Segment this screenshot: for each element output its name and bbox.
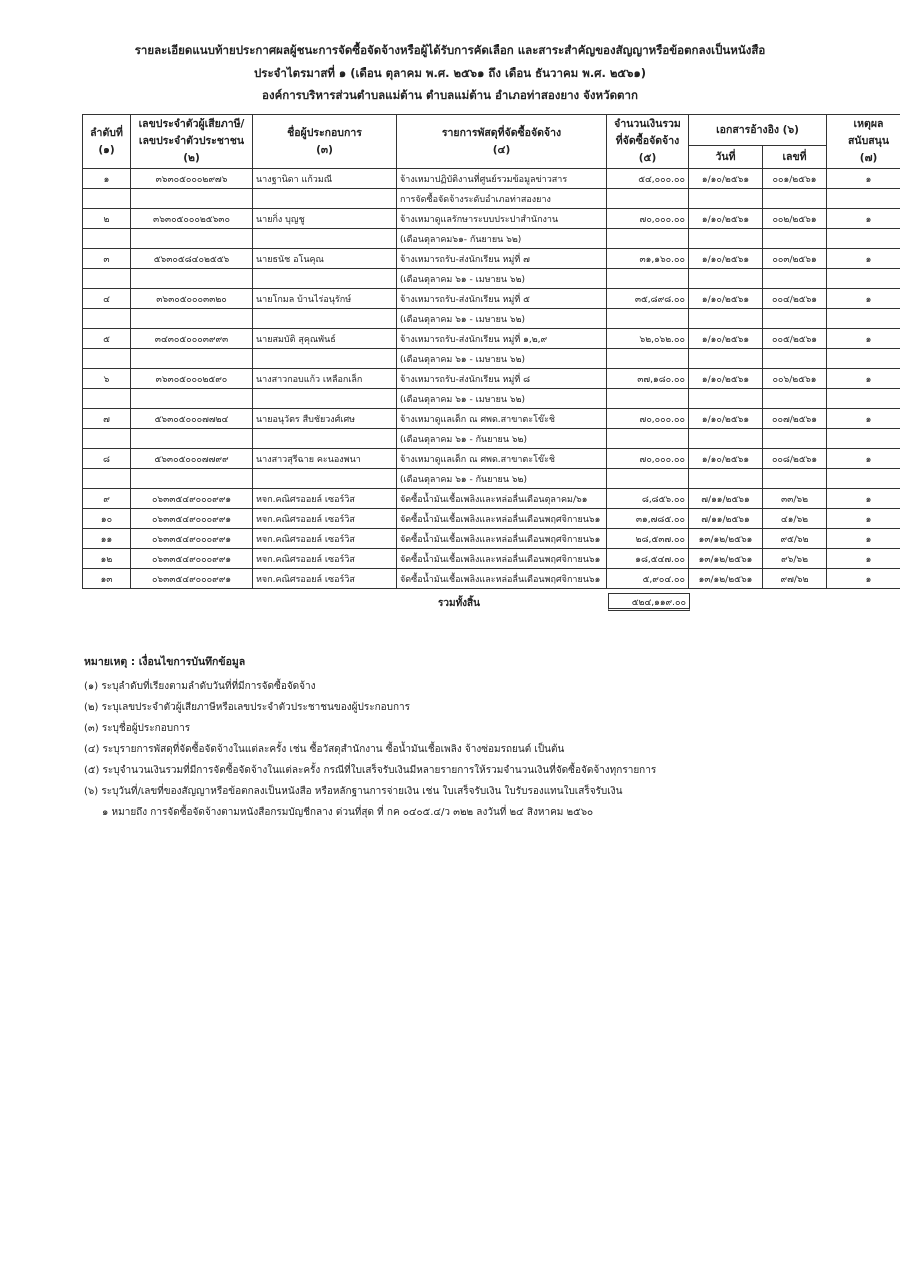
cell-doc-no: ๐๐๓/๒๕๖๑: [763, 249, 827, 269]
cell-item: (เดือนตุลาคม ๖๑ - เมษายน ๖๒): [397, 389, 607, 409]
cell-taxid: ๕๖๓๐๕๐๐๐๗๗๒๔: [131, 409, 253, 429]
cell-reason: [827, 229, 900, 249]
cell-amount: [607, 349, 689, 369]
cell-seq: ๑๐: [83, 509, 131, 529]
cell-amount: ๘,๘๕๖.๐๐: [607, 489, 689, 509]
cell-taxid: ๕๖๓๐๕๐๐๐๗๗๙๙: [131, 449, 253, 469]
cell-amount: [607, 469, 689, 489]
table-row: [83, 189, 900, 209]
table-row: [83, 429, 900, 449]
cell-seq: ๒: [83, 209, 131, 229]
cell-vendor: หจก.คณิศรออยล์ เซอร์วิส: [253, 509, 397, 529]
cell-seq: ๙: [83, 489, 131, 509]
cell-taxid: [131, 349, 253, 369]
table-row: [83, 449, 900, 469]
cell-taxid: ๓๖๓๐๕๐๐๐๓๓๒๐: [131, 289, 253, 309]
cell-item: จ้างเหมาดูแลเด็ก ณ ศพด.สาขาตะโข๊ะชิ: [397, 409, 607, 429]
cell-reason: ๑: [827, 529, 900, 549]
cell-item: จ้างเหมารถรับ-ส่งนักเรียน หมู่ที่ ๕: [397, 289, 607, 309]
table-row: [83, 169, 900, 189]
cell-amount: ๕,๙๐๔.๐๐: [607, 569, 689, 589]
cell-item: จัดซื้อน้ำมันเชื้อเพลิงและหล่อลื่นเดือนตุลาคม/๖๑: [397, 489, 607, 509]
cell-seq: ๔: [83, 289, 131, 309]
cell-seq: ๑๑: [83, 529, 131, 549]
cell-doc-no: ๐๐๕/๒๕๖๑: [763, 329, 827, 349]
header-item: รายการพัสดุที่จัดซื้อจัดจ้าง (๔): [397, 115, 607, 169]
cell-doc-date: ๑๓/๑๒/๒๕๖๑: [689, 569, 763, 589]
cell-taxid: [131, 229, 253, 249]
note-item: (๔) ระบุรายการพัสดุที่จัดซื้อจัดจ้างในแต่ละครั้ง เช่น ซื้อวัสดุสำนักงาน ซื้อน้ำมันเชื้อเพลิง จ้างซ่อมรถยนต์ เป็นต้น: [84, 744, 565, 755]
cell-item: จ้างเหมารถรับ-ส่งนักเรียน หมู่ที่ ๑,๒,๙: [397, 329, 607, 349]
cell-item: (เดือนตุลาคม ๖๑ - เมษายน ๖๒): [397, 269, 607, 289]
cell-doc-date: [689, 269, 763, 289]
cell-doc-no: [763, 269, 827, 289]
cell-amount: [607, 229, 689, 249]
document-period: ประจำไตรมาสที่ ๑ (เดือน ตุลาคม พ.ศ. ๒๕๖๑ ถึง เดือน ธันวาคม พ.ศ. ๒๕๖๑): [254, 66, 646, 80]
cell-seq: [83, 189, 131, 209]
notes-heading: หมายเหตุ : เงื่อนไขการบันทึกข้อมูล: [84, 656, 246, 668]
cell-doc-date: [689, 349, 763, 369]
cell-seq: ๓: [83, 249, 131, 269]
document-organization: องค์การบริหารส่วนตำบลแม่ต้าน ตำบลแม่ต้าน อำเภอท่าสองยาง จังหวัดตาก: [262, 88, 638, 102]
cell-item: (เดือนตุลาคม ๖๑ - เมษายน ๖๒): [397, 309, 607, 329]
table-row: [83, 289, 900, 309]
cell-reason: ๑: [827, 289, 900, 309]
cell-vendor: หจก.คณิศรออยล์ เซอร์วิส: [253, 529, 397, 549]
table-row: [83, 329, 900, 349]
cell-amount: ๗๐,๐๐๐.๐๐: [607, 209, 689, 229]
cell-item: การจัดซื้อจัดจ้างระดับอำเภอท่าสองยาง: [397, 189, 607, 209]
cell-reason: ๑: [827, 509, 900, 529]
table-row: [83, 489, 900, 509]
cell-amount: ๒๘,๕๓๗.๐๐: [607, 529, 689, 549]
cell-reason: [827, 349, 900, 369]
cell-taxid: [131, 189, 253, 209]
cell-vendor: นางสาวกอบแก้ว เหลือกเล็ก: [253, 369, 397, 389]
header-amount: จำนวนเงินรวม ที่จัดซื้อจัดจ้าง (๕): [607, 115, 689, 169]
cell-reason: ๑: [827, 569, 900, 589]
cell-reason: [827, 429, 900, 449]
cell-seq: ๕: [83, 329, 131, 349]
cell-vendor: [253, 469, 397, 489]
cell-vendor: นายกิ่ง บุญชู: [253, 209, 397, 229]
header-doc-date: วันที่: [689, 146, 763, 169]
cell-seq: ๑๓: [83, 569, 131, 589]
cell-vendor: [253, 429, 397, 449]
cell-doc-date: ๑/๑๐/๒๕๖๑: [689, 449, 763, 469]
cell-item: จ้างเหมาดูแลรักษาระบบประปาสำนักงาน: [397, 209, 607, 229]
cell-vendor: หจก.คณิศรออยล์ เซอร์วิส: [253, 549, 397, 569]
cell-doc-date: [689, 309, 763, 329]
cell-item: จ้างเหมารถรับ-ส่งนักเรียน หมู่ที่ ๘: [397, 369, 607, 389]
cell-amount: ๑๘,๕๔๗.๐๐: [607, 549, 689, 569]
cell-reason: [827, 469, 900, 489]
cell-vendor: [253, 229, 397, 249]
procurement-table: [82, 114, 900, 589]
table-row: [83, 369, 900, 389]
cell-reason: [827, 309, 900, 329]
cell-doc-date: [689, 389, 763, 409]
cell-doc-date: ๑/๑๐/๒๕๖๑: [689, 369, 763, 389]
cell-taxid: ๐๖๓๓๕๔๙๐๐๐๙๙๑: [131, 569, 253, 589]
cell-doc-date: ๑/๑๐/๒๕๖๑: [689, 289, 763, 309]
cell-amount: [607, 269, 689, 289]
cell-doc-no: [763, 429, 827, 449]
cell-reason: ๑: [827, 449, 900, 469]
cell-doc-no: ๙๕/๖๒: [763, 529, 827, 549]
cell-item: (เดือนตุลาคม ๖๑ - เมษายน ๖๒): [397, 349, 607, 369]
cell-amount: ๖๒,๐๖๒.๐๐: [607, 329, 689, 349]
cell-vendor: นายอนุวัตร สืบชัยวงศ์เศษ: [253, 409, 397, 429]
cell-taxid: [131, 429, 253, 449]
cell-item: (เดือนตุลาคม๖๑- กันยายน ๖๒): [397, 229, 607, 249]
cell-vendor: นายธนัช อโนคุณ: [253, 249, 397, 269]
cell-doc-date: ๗/๑๑/๒๕๖๑: [689, 509, 763, 529]
cell-amount: [607, 429, 689, 449]
cell-doc-no: [763, 469, 827, 489]
cell-vendor: [253, 389, 397, 409]
table-row: [83, 209, 900, 229]
total-label: รวมทั้งสิ้น: [438, 598, 480, 609]
cell-taxid: ๓๖๓๐๕๐๐๐๒๙๗๖: [131, 169, 253, 189]
cell-seq: [83, 269, 131, 289]
table-row: [83, 349, 900, 369]
cell-seq: ๑: [83, 169, 131, 189]
cell-reason: [827, 389, 900, 409]
cell-item: จัดซื้อน้ำมันเชื้อเพลิงและหล่อลื่นเดือนพฤศจิกายน๖๑: [397, 509, 607, 529]
cell-amount: ๕๔,๐๐๐.๐๐: [607, 169, 689, 189]
cell-amount: ๓๕,๘๙๘.๐๐: [607, 289, 689, 309]
header-reason: เหตุผล สนับสนุน (๗): [827, 115, 900, 169]
cell-reason: ๑: [827, 169, 900, 189]
cell-doc-no: ๐๐๑/๒๕๖๑: [763, 169, 827, 189]
note-item: (๒) ระบุเลขประจำตัวผู้เสียภาษีหรือเลขประจำตัวประชาชนของผู้ประกอบการ: [84, 702, 411, 713]
cell-doc-date: [689, 429, 763, 449]
note-item: (๓) ระบุชื่อผู้ประกอบการ: [84, 723, 191, 734]
cell-taxid: ๓๔๓๐๕๐๐๐๓๙๙๓: [131, 329, 253, 349]
cell-taxid: ๓๖๓๐๕๐๐๐๒๕๙๐: [131, 369, 253, 389]
cell-item: จัดซื้อน้ำมันเชื้อเพลิงและหล่อลื่นเดือนพฤศจิกายน๖๑: [397, 549, 607, 569]
cell-amount: [607, 389, 689, 409]
note-item: (๕) ระบุจำนวนเงินรวมที่มีการจัดซื้อจัดจ้างในแต่ละครั้ง กรณีที่ใบเสร็จรับเงินมีหลายรายการให้รวมจำนวนเงินที่จัดซื้อจัดจ้างทุกรายการ: [84, 765, 657, 776]
cell-seq: ๑๒: [83, 549, 131, 569]
table-row: [83, 229, 900, 249]
table-row: [83, 309, 900, 329]
cell-doc-no: ๐๐๖/๒๕๖๑: [763, 369, 827, 389]
cell-item: จัดซื้อน้ำมันเชื้อเพลิงและหล่อลื่นเดือนพฤศจิกายน๖๑: [397, 529, 607, 549]
note-item: (๖) ระบุวันที่/เลขที่ของสัญญาหรือข้อตกลงเป็นหนังสือ หรือหลักฐานการจ่ายเงิน เช่น ใบเสร็จรับเงิน ใบรับรองแทนใบเสร็จรับเงิน: [84, 786, 623, 797]
header-seq: ลำดับที่ (๑): [83, 115, 131, 169]
cell-taxid: [131, 309, 253, 329]
cell-reason: [827, 189, 900, 209]
cell-amount: ๓๑,๑๖๐.๐๐: [607, 249, 689, 269]
cell-taxid: ๐๖๓๓๕๔๙๐๐๐๙๙๑: [131, 549, 253, 569]
table-row: [83, 269, 900, 289]
table-row: [83, 249, 900, 269]
header-doc: เอกสารอ้างอิง (๖): [689, 115, 827, 146]
cell-amount: ๗๐,๐๐๐.๐๐: [607, 409, 689, 429]
header-vendor: ชื่อผู้ประกอบการ (๓): [253, 115, 397, 169]
cell-taxid: ๕๖๓๐๕๘๔๐๒๕๕๖: [131, 249, 253, 269]
cell-item: จ้างเหมาปฏิบัติงานที่ศูนย์รวมข้อมูลข่าวสาร: [397, 169, 607, 189]
cell-doc-date: ๑/๑๐/๒๕๖๑: [689, 209, 763, 229]
cell-vendor: นายสมบัติ สุคุณพันธ์: [253, 329, 397, 349]
cell-vendor: [253, 269, 397, 289]
cell-vendor: [253, 349, 397, 369]
cell-doc-date: ๑๓/๑๒/๒๕๖๑: [689, 549, 763, 569]
cell-vendor: นายโกมล บ้านไร่อนุรักษ์: [253, 289, 397, 309]
cell-amount: ๓๑,๗๘๕.๐๐: [607, 509, 689, 529]
table-row: [83, 469, 900, 489]
cell-vendor: หจก.คณิศรออยล์ เซอร์วิส: [253, 489, 397, 509]
cell-doc-no: ๙๖/๖๒: [763, 549, 827, 569]
cell-taxid: [131, 389, 253, 409]
cell-doc-date: ๑/๑๐/๒๕๖๑: [689, 329, 763, 349]
cell-reason: ๑: [827, 489, 900, 509]
cell-amount: [607, 189, 689, 209]
cell-taxid: ๓๖๓๐๕๐๐๐๒๕๖๓๐: [131, 209, 253, 229]
cell-doc-date: ๑/๑๐/๒๕๖๑: [689, 249, 763, 269]
note-sub: ๑ หมายถึง การจัดซื้อจัดจ้างตามหนังสือกรมบัญชีกลาง ด่วนที่สุด ที่ กค ๐๔๐๕.๔/ว ๓๒๒ ลงวันที่ ๒๔ สิงหาคม ๒๕๖๐: [102, 807, 594, 818]
cell-doc-date: [689, 469, 763, 489]
cell-doc-no: [763, 349, 827, 369]
cell-seq: [83, 229, 131, 249]
cell-amount: [607, 309, 689, 329]
cell-reason: ๑: [827, 329, 900, 349]
cell-item: (เดือนตุลาคม ๖๑ - กันยายน ๖๒): [397, 469, 607, 489]
cell-doc-no: ๐๐๔/๒๕๖๑: [763, 289, 827, 309]
cell-reason: ๑: [827, 409, 900, 429]
cell-doc-no: [763, 229, 827, 249]
cell-doc-no: ๔๑/๖๒: [763, 509, 827, 529]
cell-reason: ๑: [827, 549, 900, 569]
cell-doc-date: ๑/๑๐/๒๕๖๑: [689, 409, 763, 429]
header-doc-no: เลขที่: [763, 146, 827, 169]
cell-item: (เดือนตุลาคม ๖๑ - กันยายน ๖๒): [397, 429, 607, 449]
cell-taxid: [131, 469, 253, 489]
cell-seq: ๘: [83, 449, 131, 469]
cell-doc-no: ๙๗/๖๒: [763, 569, 827, 589]
cell-doc-date: ๗/๑๑/๒๕๖๑: [689, 489, 763, 509]
cell-doc-date: ๑๓/๑๒/๒๕๖๑: [689, 529, 763, 549]
cell-seq: ๖: [83, 369, 131, 389]
cell-seq: [83, 389, 131, 409]
cell-seq: [83, 469, 131, 489]
cell-reason: ๑: [827, 249, 900, 269]
cell-item: จ้างเหมาดูแลเด็ก ณ ศพด.สาขาตะโข๊ะชิ: [397, 449, 607, 469]
cell-doc-no: ๓๓/๖๒: [763, 489, 827, 509]
cell-reason: ๑: [827, 369, 900, 389]
cell-taxid: ๐๖๓๓๕๔๙๐๐๐๙๙๑: [131, 509, 253, 529]
cell-doc-date: ๑/๑๐/๒๕๖๑: [689, 169, 763, 189]
cell-doc-no: [763, 189, 827, 209]
table-row: [83, 409, 900, 429]
cell-reason: [827, 269, 900, 289]
notes-section: [84, 652, 884, 823]
document-title: รายละเอียดแนบท้ายประกาศผลผู้ชนะการจัดซื้อจัดจ้างหรือผู้ได้รับการคัดเลือก และสาระสำคัญของสัญญาหรือข้อตกลงเป็นหนังสือ: [134, 43, 766, 57]
cell-taxid: ๐๖๓๓๕๔๙๐๐๐๙๙๑: [131, 489, 253, 509]
cell-taxid: [131, 269, 253, 289]
cell-doc-no: ๐๐๒/๒๕๖๑: [763, 209, 827, 229]
cell-seq: [83, 349, 131, 369]
cell-vendor: [253, 189, 397, 209]
cell-seq: [83, 429, 131, 449]
cell-vendor: นางสาวสุรีฉาย คะนองพนา: [253, 449, 397, 469]
total-value: ๕๒๔,๑๑๙.๐๐: [608, 593, 690, 611]
cell-vendor: หจก.คณิศรออยล์ เซอร์วิส: [253, 569, 397, 589]
cell-vendor: [253, 309, 397, 329]
header-taxid: เลขประจำตัวผู้เสียภาษี/ เลขประจำตัวประชาชน (๒): [131, 115, 253, 169]
cell-doc-no: ๐๐๘/๒๕๖๑: [763, 449, 827, 469]
cell-seq: ๗: [83, 409, 131, 429]
cell-doc-no: [763, 309, 827, 329]
table-row: [83, 389, 900, 409]
cell-taxid: ๐๖๓๓๕๔๙๐๐๐๙๙๑: [131, 529, 253, 549]
cell-doc-date: [689, 189, 763, 209]
table-row: [83, 529, 900, 549]
note-item: (๑) ระบุลำดับที่เรียงตามลำดับวันที่ที่มีการจัดซื้อจัดจ้าง: [84, 681, 316, 692]
table-row: [83, 549, 900, 569]
cell-reason: ๑: [827, 209, 900, 229]
table-row: [83, 569, 900, 589]
cell-doc-date: [689, 229, 763, 249]
cell-doc-no: [763, 389, 827, 409]
cell-item: จัดซื้อน้ำมันเชื้อเพลิงและหล่อลื่นเดือนพฤศจิกายน๖๑: [397, 569, 607, 589]
cell-item: จ้างเหมารถรับ-ส่งนักเรียน หมู่ที่ ๗: [397, 249, 607, 269]
cell-amount: ๓๗,๑๘๐.๐๐: [607, 369, 689, 389]
cell-vendor: นางฐานิดา แก้วมณี: [253, 169, 397, 189]
cell-seq: [83, 309, 131, 329]
table-row: [83, 509, 900, 529]
cell-amount: ๗๐,๐๐๐.๐๐: [607, 449, 689, 469]
cell-doc-no: ๐๐๗/๒๕๖๑: [763, 409, 827, 429]
